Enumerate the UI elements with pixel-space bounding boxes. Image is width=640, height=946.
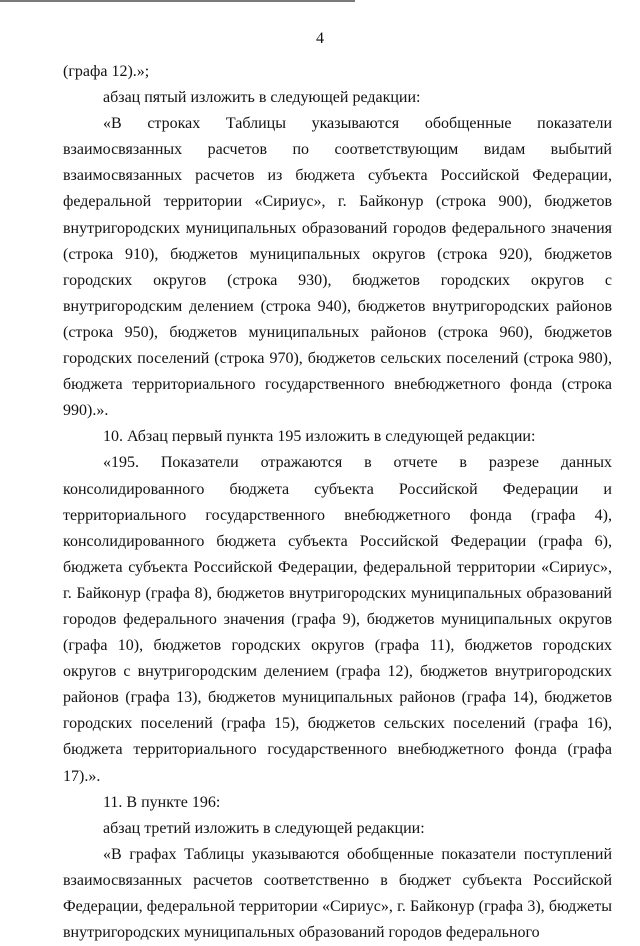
paragraph-abzac-tretii: абзац третий изложить в следующей редакции: (103, 819, 425, 837)
paragraph-item-11: 11. В пункте 196: (103, 793, 221, 811)
paragraph-quote-grafy: «В графах Таблицы указываются обобщенные показатели поступлений взаимосвязанных расчетов соответственно в бюджет субъекта Российской Федерации, федеральной территории «Сириус», г. Байконур (графа 3), бюджеты внутригородских муниципальных образований городов федерального (63, 845, 612, 942)
paragraph-quote-stroki: «В строках Таблицы указываются обобщенные показатели взаимосвязанных расчетов по соответствующим видам выбытий взаимосвязанных расчетов из бюджета субъекта Российской Федерации, федеральной территории «Сириус», г. Байконур (строка 900), бюджетов внутригородских муниципальных образований городов федерального значения (строка 910), бюджетов муниципальных округов (строка 920), бюджетов городских округов (строка 930), бюджетов городских округов с внутригородским делением (строка 940), бюджетов внутригородских районов (строка 950), бюджетов муниципальных районов (строка 960), бюджетов городских поселений (строка 970), бюджетов сельских поселений (строка 980), бюджета территориального государственного внебюджетного фонда (строка 990).». (63, 115, 612, 420)
paragraph-continuation: (графа 12).»; (63, 63, 150, 80)
paragraph-abzac-pyatyi: абзац пятый изложить в следующей редакции: (103, 89, 421, 107)
paragraph-item-10: 10. Абзац первый пункта 195 изложить в следующей редакции: (103, 428, 536, 446)
scan-top-border (0, 0, 355, 2)
paragraph-quote-195: «195. Показатели отражаются в отчете в разрезе данных консолидированного бюджета субъекта Российской Федерации и территориального государственного внебюджетного фонда (графа 4), консолидированного бюджета субъекта Российской Федерации (графа 6), бюджета субъекта Российской Федерации, федеральной территории «Сириус», г. Байконур (графа 8), бюджетов внутригородских муниципальных образований городов федерального значения (графа 9), бюджетов муниципальных округов (графа 10), бюджетов городских округов (графа 11), бюджетов городских округов с внутригородским делением (графа 12), бюджетов внутригородских районов (графа 13), бюджетов муниципальных районов (графа 14), бюджетов городских поселений (графа 15), бюджетов сельских поселений (графа 16), бюджета территориального государственного внебюджетного фонда (графа 17).». (63, 454, 612, 785)
document-body (63, 59, 612, 946)
page-number: 4 (316, 30, 324, 47)
